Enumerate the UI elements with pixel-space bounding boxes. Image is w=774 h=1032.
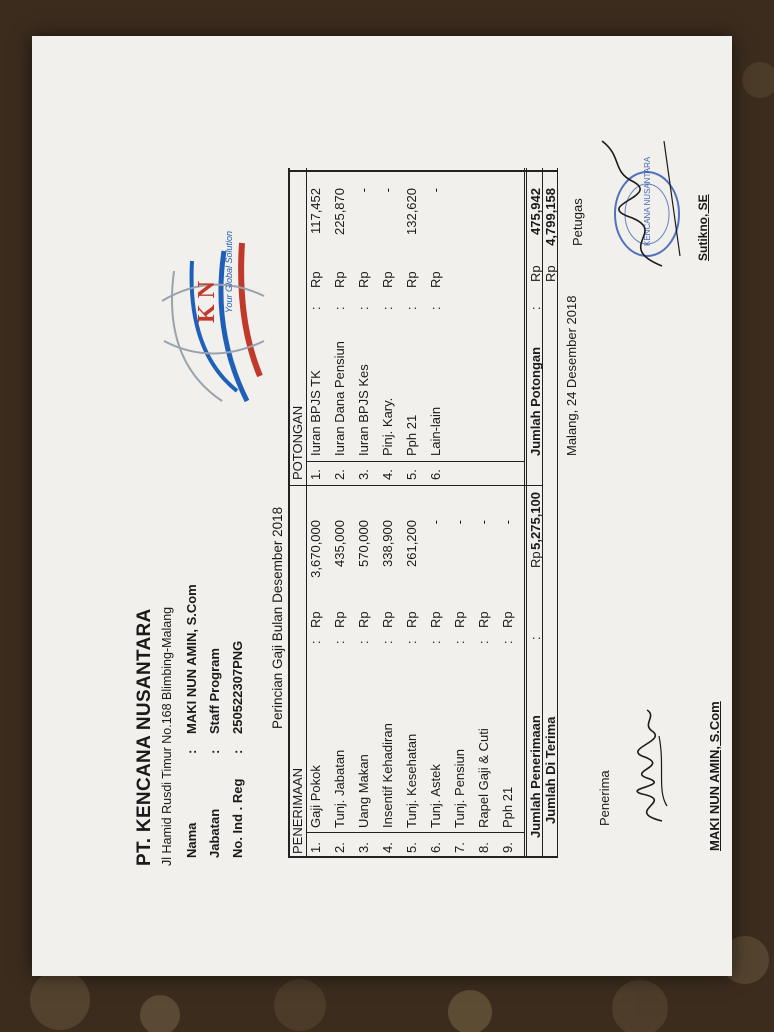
earnings-row-label: Gaji Pokok (308, 765, 323, 828)
earnings-row-number: 3. (356, 842, 371, 853)
officer-name: Sutikno, SE (696, 194, 710, 261)
logo-initials: K N (194, 281, 220, 323)
deductions-row-label: Iuran BPJS Kes (356, 364, 371, 456)
earnings-row-colon: : (476, 640, 491, 644)
salary-table (288, 168, 558, 858)
earnings-row-amount: - (452, 520, 467, 525)
earnings-row-number: 6. (428, 842, 443, 853)
deductions-row-label: Lain-lain (428, 406, 443, 456)
deductions-row-number: 6. (428, 469, 443, 480)
total-deductions-currency: Rp (528, 265, 543, 282)
employee-colon: : (230, 749, 245, 754)
earnings-row-label: Tunj. Jabatan (332, 749, 347, 828)
earnings-row-label: Pph 21 (500, 786, 515, 828)
earnings-row-label: Tunj. Pensiun (452, 748, 467, 828)
earnings-row-number: 7. (452, 842, 467, 853)
earnings-row-label: Tunj. Kesehatan (404, 733, 419, 828)
employee-label-jabatan: Jabatan (207, 808, 222, 858)
deductions-row-number: 3. (356, 469, 371, 480)
logo-tagline: Your Global Solution (224, 230, 234, 313)
total-deductions-colon: : (528, 306, 543, 310)
deductions-row-colon: : (428, 306, 443, 310)
deductions-row-amount: 132,620 (404, 188, 419, 235)
employee-reg-value: 250522307PNG (230, 640, 245, 734)
deductions-row-colon: : (404, 306, 419, 310)
earnings-row-colon: : (308, 640, 323, 644)
deductions-row-currency: Rp (332, 271, 347, 288)
earnings-row-colon: : (500, 640, 515, 644)
earnings-row-colon: : (452, 640, 467, 644)
receiver-label: Penerima (597, 770, 612, 826)
deductions-row-colon: : (356, 306, 371, 310)
employee-colon: : (207, 749, 222, 754)
total-earnings-currency: Rp (528, 551, 543, 568)
stamp-text: KENCANA NUSANTARA (643, 156, 652, 246)
earnings-row-currency: Rp (428, 611, 443, 628)
deductions-row-colon: : (308, 306, 323, 310)
earnings-row-label: Tunj. Astek (428, 764, 443, 828)
earnings-row-amount: - (476, 520, 491, 525)
deductions-row-label: Pinj. Kary. (380, 397, 395, 456)
earnings-row-number: 9. (500, 842, 515, 853)
earnings-row-label: Uang Makan (356, 754, 371, 828)
deductions-row-amount: - (428, 188, 443, 193)
earnings-row-colon: : (332, 640, 347, 644)
deductions-row-amount: 117,452 (308, 188, 323, 235)
employee-position-value: Staff Program (207, 648, 222, 734)
deductions-row-label: Iuran Dana Pensiun (332, 341, 347, 456)
earnings-row-amount: 338,900 (380, 520, 395, 567)
total-deductions-label: Jumlah Potongan (528, 346, 543, 456)
earnings-row-currency: Rp (356, 611, 371, 628)
deductions-row-currency: Rp (428, 271, 443, 288)
company-name: PT. KENCANA NUSANTARA (134, 608, 155, 866)
earnings-row-label: Insentif Kehadiran (380, 723, 395, 828)
earnings-row-amount: 435,000 (332, 520, 347, 567)
earnings-row-label: Rapel Gaji & Cuti (476, 728, 491, 828)
deductions-row-currency: Rp (404, 271, 419, 288)
deductions-row-amount: - (356, 188, 371, 193)
deductions-row-currency: Rp (380, 271, 395, 288)
earnings-row-currency: Rp (404, 611, 419, 628)
deductions-row-currency: Rp (356, 271, 371, 288)
employee-label-reg: No. Ind . Reg (230, 778, 245, 858)
deductions-row-number: 2. (332, 469, 347, 480)
deductions-row-amount: - (380, 188, 395, 193)
earnings-row-currency: Rp (332, 611, 347, 628)
deductions-row-label: Pph 21 (404, 414, 419, 456)
deductions-row-number: 1. (308, 469, 323, 480)
receiver-signature (617, 706, 687, 826)
deductions-row-colon: : (332, 306, 347, 310)
deductions-header: POTONGAN (290, 405, 305, 480)
earnings-row-currency: Rp (500, 611, 515, 628)
deductions-row-number: 5. (404, 469, 419, 480)
earnings-row-colon: : (380, 640, 395, 644)
deductions-row-label: Iuran BPJS TK (308, 370, 323, 456)
employee-colon: : (184, 749, 199, 754)
earnings-row-amount: 261,200 (404, 520, 419, 567)
total-earnings-colon: : (528, 636, 543, 640)
earnings-row-number: 4. (380, 842, 395, 853)
slip-title: Perincian Gaji Bulan Desember 2018 (270, 506, 285, 729)
earnings-row-number: 8. (476, 842, 491, 853)
earnings-row-number: 2. (332, 842, 347, 853)
earnings-row-currency: Rp (452, 611, 467, 628)
earnings-row-currency: Rp (380, 611, 395, 628)
earnings-row-amount: 3,670,000 (308, 520, 323, 578)
officer-label: Petugas (570, 198, 585, 246)
net-pay-amount: 4,799,158 (543, 188, 558, 246)
earnings-header: PENERIMAAN (290, 768, 305, 854)
total-deductions-amount: 475,942 (528, 188, 543, 235)
salary-slip-paper (32, 36, 732, 976)
net-pay-currency: Rp (543, 265, 558, 282)
employee-label-nama: Nama (184, 822, 199, 858)
net-pay-label: Jumlah Di Terima (543, 716, 558, 824)
earnings-row-amount: - (428, 520, 443, 525)
deductions-row-amount: 225,870 (332, 188, 347, 235)
earnings-row-colon: : (428, 640, 443, 644)
receiver-name: MAKI NUN AMIN, S.Com (707, 701, 722, 851)
officer-stamp (592, 136, 692, 276)
company-address: Jl Hamid Rusdi Timur No.168 Blimbing-Malang (160, 606, 174, 866)
total-earnings-label: Jumlah Penerimaan (528, 715, 543, 838)
employee-name-value: MAKI NUN AMIN, S.Com (184, 584, 199, 734)
deductions-row-currency: Rp (308, 271, 323, 288)
deductions-row-colon: : (380, 306, 395, 310)
total-earnings-amount: 5,275,100 (528, 492, 543, 550)
earnings-row-colon: : (404, 640, 419, 644)
deductions-row-number: 4. (380, 469, 395, 480)
earnings-row-number: 5. (404, 842, 419, 853)
earnings-row-number: 1. (308, 842, 323, 853)
earnings-row-colon: : (356, 640, 371, 644)
earnings-row-currency: Rp (308, 611, 323, 628)
earnings-row-currency: Rp (476, 611, 491, 628)
earnings-row-amount: 570,000 (356, 520, 371, 567)
earnings-row-amount: - (500, 520, 515, 525)
company-logo (152, 221, 267, 421)
place-date: Malang, 24 Desember 2018 (564, 295, 579, 456)
